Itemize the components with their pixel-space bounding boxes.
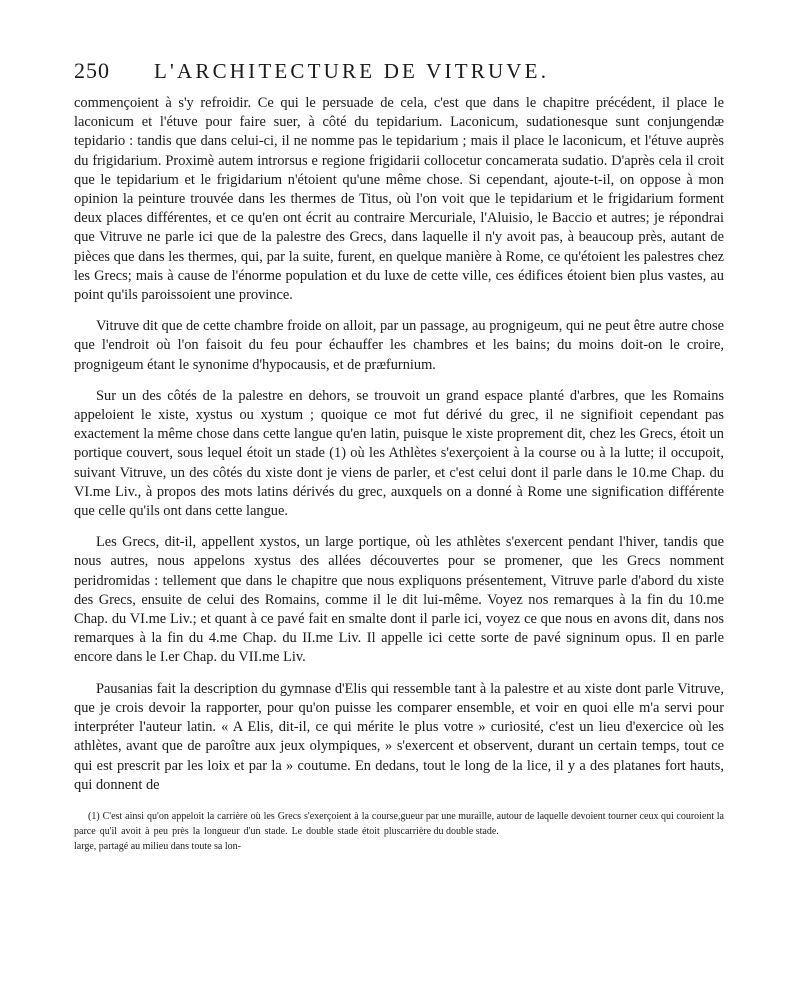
footnote-right-column: gueur par une muraille, autour de laquelle devoient tourner ceux qui couroient la carrière du double stade. — [400, 811, 724, 837]
running-title: L'ARCHITECTURE DE VITRUVE. — [154, 59, 550, 83]
paragraph-3: Sur un des côtés de la palestre en dehors, se trouvoit un grand espace planté d'arbres, que les Romains appeloient le xiste, xystus ou xystum ; quoique ce mot fut dérivé du grec, il ne signifioit cependant pas exactement la même chose dans cette langue qu'en latin, puisque le xiste proprement dit, chez les Grecs, étoit un portique couvert, sous lequel étoit un stade (1) où les Athlètes s'exerçoient à la course ou à la lutte; il occupoit, suivant Vitruve, un des côtés du xiste dont je viens de parler, et c'est celui dont il parle dans le 10.me Chap. du VI.me Liv., à propos des mots latins dérivés du grec, auxquels on a donné à Rome une signification différente que celle qu'ils ont dans cette langue. — [74, 387, 724, 520]
paragraph-2: Vitruve dit que de cette chambre froide on alloit, par un passage, au prognigeum, qui ne peut être autre chose que l'endroit où l'on faisoit du feu pour échauffer les chambres et les bains; du moins doit-on le croire, prognigeum étant le synonime d'hypocausis, et de præfurnium. — [74, 318, 724, 373]
footnotes — [74, 809, 724, 854]
paragraph-1: commençoient à s'y refroidir. Ce qui le persuade de cela, c'est que dans le chapitre précédent, il place le laconicum et l'étuve pour faire suer, à côté du tepidarium. Laconicum, sudationesque sunt conjungendæ tepidario : tandis que dans celui-ci, il ne nomme pas le tepidarium ; mais il place le laconicum, et l'étuve auprès du frigidarium. Proximè autem introrsus e regione frigidarii collocetur concamerata sudatio. D'après cela il croit que le tepidarium et le frigidarium n'étoient qu'une même chose. Si cependant, ajoute-t-il, on oppose à mon opinion la peinture trouvée dans les thermes de Titus, où l'on voit que le tepidarium et le frigidarium forment deux places différentes, et ce qu'en ont écrit au contraire Mercuriale, l'Aluisio, le Baccio et autres; je répondrai que Vitruve ne parle ici que de la palestre des Grecs, dans laquelle il n'y avoit pas, à beaucoup près, autant de pièces que dans les thermes, qui, par la suite, furent, en quelque manière à Rome, ce qu'étoient les palestres chez les Grecs; mais à cause de l'énorme population et du luxe de cette ville, ces édifices étoient bien plus vastes, au point qu'ils paroissoient une province. — [74, 95, 724, 304]
paragraph-4: Les Grecs, dit-il, appellent xystos, un large portique, où les athlètes s'exercent pendant l'hiver, tandis que nous autres, nous appelons xystus des allées découvertes pour se promener, que les Grecs nomment peridromidas : tellement que dans le chapitre que nous expliquons présentement, Vitruve parle d'abord du xiste des Grecs, ensuite de celui des Romains, comme il le dit lui-même. Voyez nos remarques à la fin du 10.me Chap. du VI.me Liv.; et quant à ce pavé fait en smalte dont il parle ici, voyez ce que nous en avons dit, dans nos remarques à la fin du 4.me Chap. du II.me Liv. Il appelle ici cette sorte de pavé signinum opus. Il en parle encore dans le I.er Chap. du VII.me Liv. — [74, 534, 724, 666]
page-number: 250 — [74, 58, 110, 83]
footnote-left-column: (1) C'est ainsi qu'on appeloit la carrière où les Grecs s'exerçoient à la course, parce qu'il avoit à peu près la longueur d'un stade. Le double stade étoit plus large, partagé au milieu dans toute sa lon- — [74, 811, 401, 852]
page-header — [74, 58, 724, 88]
paragraph-5: Pausanias fait la description du gymnase d'Elis qui ressemble tant à la palestre et au xiste dont parle Vitruve, que je crois devoir la rapporter, pour qu'on puisse les comparer ensemble, et voir en quoi elle m'a servi pour interpréter l'auteur latin. « A Elis, dit-il, ce qui mérite le plus votre » curiosité, c'est un lieu d'exercice où les athlètes, avant que de paroître aux jeux olympiques, » s'exercent et observent, durant un certain temps, tout ce qui est prescrit par les loix et par la » coutume. En dedans, tout le long de la lice, il y a des platanes fort hauts, qui donnent de — [74, 680, 724, 793]
page-body — [74, 58, 724, 807]
